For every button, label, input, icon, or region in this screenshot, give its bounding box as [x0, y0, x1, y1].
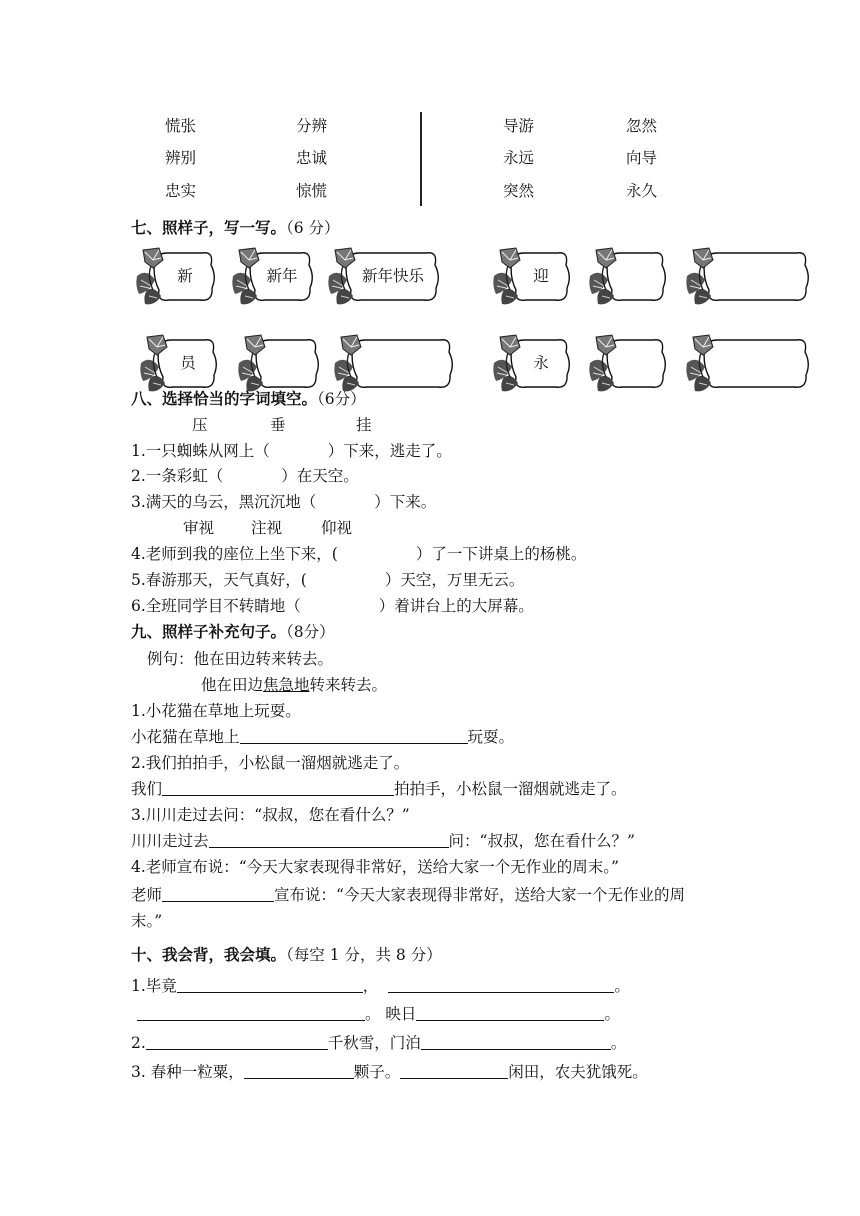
flower-card: [490, 246, 572, 308]
word-cell: 忠实: [165, 182, 197, 200]
fill-text: ，: [362, 977, 379, 995]
word-cell: 慌张: [165, 117, 197, 135]
question-text: ）下来。: [374, 493, 437, 511]
example-text: 他在田边: [201, 676, 264, 694]
answer-blank[interactable]: [209, 831, 449, 848]
question-text: 3.川川走过去问：“叔叔，您在看什么？”: [131, 806, 410, 824]
question-text: ）下来，逃走了。: [327, 442, 452, 460]
question-line: [131, 596, 534, 616]
word-choice: 挂: [356, 416, 372, 434]
section-heading: [131, 945, 442, 965]
question-text: 1.小花猫在草地上玩耍。: [131, 702, 301, 720]
question-line: [131, 441, 452, 461]
section-title: 九、照样子补充句子。: [131, 622, 287, 641]
fill-text: 川川走过去: [131, 832, 209, 850]
morning-glory-icon: [331, 333, 371, 395]
flower-card: [137, 333, 219, 395]
fill-text: 问：“叔叔，您在看什么？”: [448, 832, 635, 850]
question-line: [131, 544, 586, 564]
word-choice: 压: [192, 416, 208, 434]
fill-line: [131, 1033, 626, 1053]
fill-text: 宣布说：“今天大家表现得非常好，送给大家一个无作业的周: [274, 886, 685, 904]
fill-line: [137, 1004, 620, 1024]
question-line: [131, 466, 359, 486]
answer-blank[interactable]: [177, 976, 363, 993]
card-text: 新年快乐: [361, 267, 424, 285]
answer-blank[interactable]: [388, 976, 614, 993]
word-cell: 突然: [503, 182, 535, 200]
question-text: 5.春游那天，天气真好，(: [131, 571, 307, 589]
morning-glory-icon: [235, 333, 275, 395]
answer-blank[interactable]: [421, 1033, 611, 1050]
word-cell: 导游: [503, 117, 535, 135]
flower-card: [331, 333, 455, 395]
fill-line: [131, 1062, 648, 1082]
flower-card: [133, 246, 217, 308]
answer-blank[interactable]: [162, 885, 274, 902]
flower-card: [235, 333, 321, 395]
section-points: （每空 1 分，共 8 分）: [286, 946, 442, 964]
fill-text: 小花猫在草地上: [131, 728, 240, 746]
section-title: 七、照样子，写一写。: [131, 218, 287, 237]
question-text: 6.全班同学目不转睛地（: [131, 597, 301, 615]
word-cell: 永久: [626, 182, 658, 200]
word-cell: 向导: [626, 149, 658, 167]
flower-card: [490, 333, 572, 395]
fill-line: [131, 779, 627, 799]
morning-glory-icon: [586, 246, 626, 308]
card-text: 新: [177, 267, 193, 285]
card-text: 员: [180, 354, 196, 372]
fill-text: 1.毕竟: [131, 977, 177, 995]
fill-text: 颗子。: [353, 1063, 401, 1081]
section-points: （8分）: [286, 623, 335, 641]
word-choice: 仰视: [321, 519, 353, 537]
fill-text: 2.: [131, 1034, 146, 1052]
fill-text: 闲田，农夫犹饿死。: [508, 1063, 648, 1081]
section-heading: [131, 622, 335, 642]
question-text: ）了一下讲桌上的杨桃。: [415, 545, 587, 563]
fill-text: 千秋雪，门泊: [327, 1034, 421, 1052]
question-text: 3.满天的乌云，黑沉沉地（: [131, 493, 317, 511]
word-cell: 忠诚: [296, 149, 328, 167]
section-title: 八、选择恰当的字词填空。: [131, 389, 318, 408]
section-heading: [131, 389, 366, 409]
word-choice: 垂: [270, 416, 286, 434]
section-points: （6分）: [317, 390, 366, 408]
answer-blank[interactable]: [137, 1004, 365, 1021]
fill-line: [131, 831, 635, 851]
fill-line: [131, 727, 514, 747]
flower-card: [586, 333, 668, 395]
word-choice: 审视: [183, 519, 215, 537]
word-cell: 分辨: [296, 117, 328, 135]
card-text: 迎: [533, 267, 549, 285]
flower-card: [229, 246, 315, 308]
flower-card: [325, 246, 441, 308]
question-text: ）天空，万里无云。: [384, 571, 525, 589]
question-text: ）在天空。: [281, 467, 359, 485]
morning-glory-icon: [683, 333, 723, 395]
section-title: 十、我会背，我会填。: [131, 945, 287, 964]
fill-text: 。: [610, 1034, 627, 1052]
card-text: 新年: [266, 267, 298, 285]
column-divider: [420, 112, 422, 206]
word-cell: 辨别: [165, 149, 197, 167]
question-text: ）着讲台上的大屏幕。: [378, 597, 534, 615]
fill-text: 我们: [131, 780, 163, 798]
answer-blank[interactable]: [146, 1033, 328, 1050]
example-sentence-filled: [201, 675, 387, 695]
card-text: 永: [533, 354, 549, 372]
fill-text: 老师: [131, 886, 163, 904]
fill-text: 。 映日: [365, 1005, 417, 1023]
answer-blank[interactable]: [240, 727, 468, 744]
example-underlined: 焦急地: [263, 676, 310, 694]
fill-text: 。: [614, 977, 630, 995]
fill-text: 3. 春种一粒粟，: [131, 1063, 244, 1081]
word-choice: 注视: [251, 519, 283, 537]
fill-text: 拍拍手，小松鼠一溜烟就逃走了。: [394, 780, 627, 798]
example-text: 转来转去。: [309, 676, 388, 694]
question-line: [131, 492, 436, 512]
example-sentence: 例句：他在田边转来转去。: [147, 650, 334, 668]
question-text: 4.老师到我的座位上坐下来，(: [131, 545, 338, 563]
flower-card: [683, 333, 811, 395]
answer-blank[interactable]: [400, 1062, 508, 1079]
fill-text: 。: [604, 1005, 620, 1023]
section-points: （6 分）: [286, 219, 340, 237]
fill-text: 玩耍。: [467, 728, 515, 746]
question-text: 2.一条彩虹（: [131, 467, 224, 485]
question-text: 4.老师宣布说：“今天大家表现得非常好，送给大家一个无作业的周末。”: [131, 858, 619, 876]
morning-glory-icon: [683, 246, 723, 308]
answer-blank[interactable]: [162, 779, 394, 796]
fill-line: [131, 976, 630, 996]
answer-blank[interactable]: [244, 1062, 354, 1079]
question-text: 2.我们拍拍手，小松鼠一溜烟就逃走了。: [131, 754, 410, 772]
word-cell: 永远: [503, 149, 535, 167]
answer-blank[interactable]: [416, 1004, 604, 1021]
flower-card: [683, 246, 811, 308]
word-cell: 忽然: [626, 117, 658, 135]
question-text: 1.一只蜘蛛从网上（: [131, 442, 270, 460]
flower-card: [586, 246, 668, 308]
question-line: [131, 570, 524, 590]
section-heading: [131, 218, 340, 238]
word-cell: 惊慌: [296, 182, 328, 200]
morning-glory-icon: [586, 333, 626, 395]
fill-line: [131, 885, 685, 905]
fill-text: 末。”: [131, 912, 163, 930]
